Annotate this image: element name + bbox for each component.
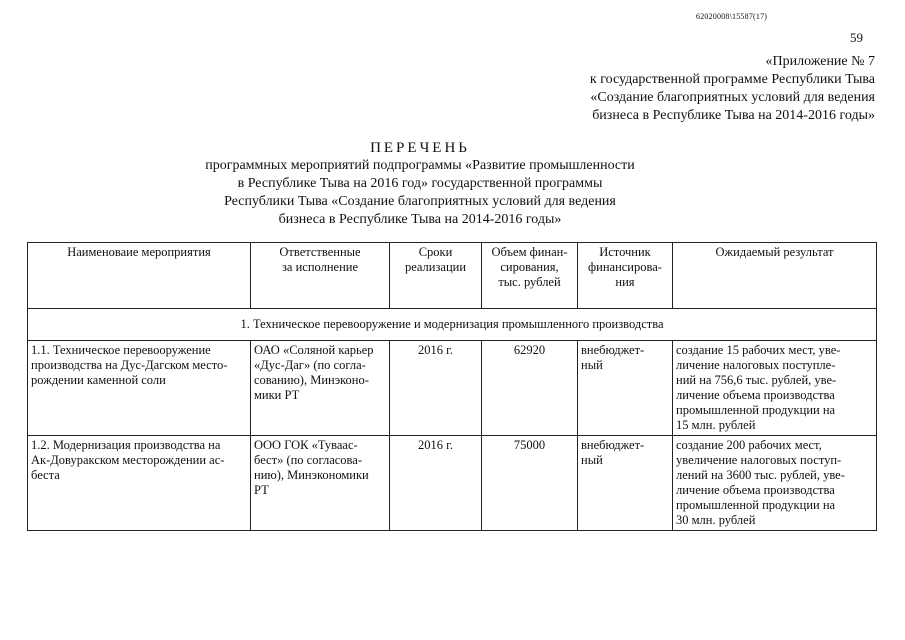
- column-header-responsible: [251, 243, 390, 309]
- cell-responsible: [251, 341, 390, 436]
- cell-text: «Дус-Даг» (по согла-: [254, 358, 366, 372]
- cell-text: РТ: [254, 483, 269, 497]
- cell-text: 15 млн. рублей: [676, 418, 756, 432]
- table-header-row: [28, 243, 877, 309]
- title-line: программных мероприятий подпрограммы «Развитие промышленности: [205, 158, 635, 173]
- cell-text: личение объема производства: [676, 483, 835, 497]
- cell-text: беста: [31, 468, 60, 482]
- column-header-amount: [482, 243, 578, 309]
- section-row: [28, 309, 877, 341]
- title-heading: ПЕРЕЧЕНЬ: [370, 140, 470, 156]
- cell-source: [578, 341, 673, 436]
- cell-name: [28, 436, 251, 531]
- header-text: ния: [615, 275, 635, 289]
- cell-text: мики РТ: [254, 388, 300, 402]
- appendix-header: [545, 53, 875, 125]
- header-text: Ожидаемый результат: [715, 245, 834, 259]
- appendix-line: «Приложение № 7: [765, 54, 875, 69]
- header-text: Объем финан-: [491, 245, 568, 259]
- cell-text: 1.2. Модернизация производства на: [31, 438, 221, 452]
- title-line: бизнеса в Республике Тыва на 2014-2016 годы»: [278, 212, 562, 227]
- cell-text: 30 млн. рублей: [676, 513, 756, 527]
- appendix-line: «Создание благоприятных условий для ведения: [590, 90, 875, 105]
- cell-text: внебюджет-: [581, 343, 645, 357]
- cell-text: сованию), Минэконо-: [254, 373, 369, 387]
- document-id: 62020008\15587(17): [696, 12, 768, 21]
- cell-term: 2016 г.: [390, 341, 482, 436]
- header-text: Источник: [599, 245, 651, 259]
- cell-text: ОАО «Соляной карьер: [254, 343, 374, 357]
- cell-text: лений на 3600 тыс. рублей, уве-: [676, 468, 845, 482]
- cell-source: [578, 436, 673, 531]
- cell-text: производства на Дус-Дагском место-: [31, 358, 228, 372]
- cell-text: внебюджет-: [581, 438, 645, 452]
- cell-text: 1.1. Техническое перевооружение: [31, 343, 211, 357]
- appendix-line: к государственной программе Республики Тыва: [589, 72, 875, 87]
- section-title: 1. Техническое перевооружение и модернизация промышленного производства: [28, 309, 877, 341]
- cell-text: создание 200 рабочих мест,: [676, 438, 822, 452]
- cell-text: увеличение налоговых поступ-: [676, 453, 842, 467]
- document-title: [170, 139, 670, 229]
- header-text: Сроки: [418, 245, 453, 259]
- cell-text: нию), Минэкономики: [254, 468, 369, 482]
- page-number: 59: [850, 30, 863, 45]
- table-row: [28, 341, 877, 436]
- header-text: финансирова-: [588, 260, 662, 274]
- table-row: [28, 436, 877, 531]
- cell-responsible: [251, 436, 390, 531]
- cell-text: промышленной продукции на: [676, 403, 836, 417]
- cell-text: ный: [581, 453, 603, 467]
- header-text: за исполнение: [281, 260, 359, 274]
- column-header-name: [28, 243, 251, 309]
- header-text: сирования,: [500, 260, 559, 274]
- events-table: [27, 242, 877, 531]
- cell-result: [673, 341, 877, 436]
- cell-text: промышленной продукции на: [676, 498, 836, 512]
- cell-amount: 62920: [482, 341, 578, 436]
- column-header-term: [390, 243, 482, 309]
- cell-text: личение объема производства: [676, 388, 835, 402]
- header-text: реализации: [404, 260, 467, 274]
- cell-text: бест» (по согласова-: [254, 453, 362, 467]
- title-line: Республики Тыва «Создание благоприятных условий для ведения: [224, 194, 616, 209]
- cell-term: 2016 г.: [390, 436, 482, 531]
- cell-amount: 75000: [482, 436, 578, 531]
- column-header-source: [578, 243, 673, 309]
- cell-result: [673, 436, 877, 531]
- column-header-result: [673, 243, 877, 309]
- cell-name: [28, 341, 251, 436]
- cell-text: ный: [581, 358, 603, 372]
- header-text: Наименоваие мероприятия: [67, 245, 211, 259]
- header-text: Ответственные: [279, 245, 361, 259]
- cell-text: создание 15 рабочих мест, уве-: [676, 343, 841, 357]
- cell-text: личение налоговых поступле-: [676, 358, 836, 372]
- cell-text: ний на 756,6 тыс. рублей, уве-: [676, 373, 837, 387]
- title-line: в Республике Тыва на 2016 год» государственной программы: [237, 176, 603, 191]
- cell-text: ООО ГОК «Туваас-: [254, 438, 358, 452]
- header-text: тыс. рублей: [498, 275, 561, 289]
- cell-text: Ак-Довуракском месторождении ас-: [31, 453, 225, 467]
- cell-text: рождении каменной соли: [31, 373, 166, 387]
- appendix-line: бизнеса в Республике Тыва на 2014-2016 годы»: [592, 108, 875, 123]
